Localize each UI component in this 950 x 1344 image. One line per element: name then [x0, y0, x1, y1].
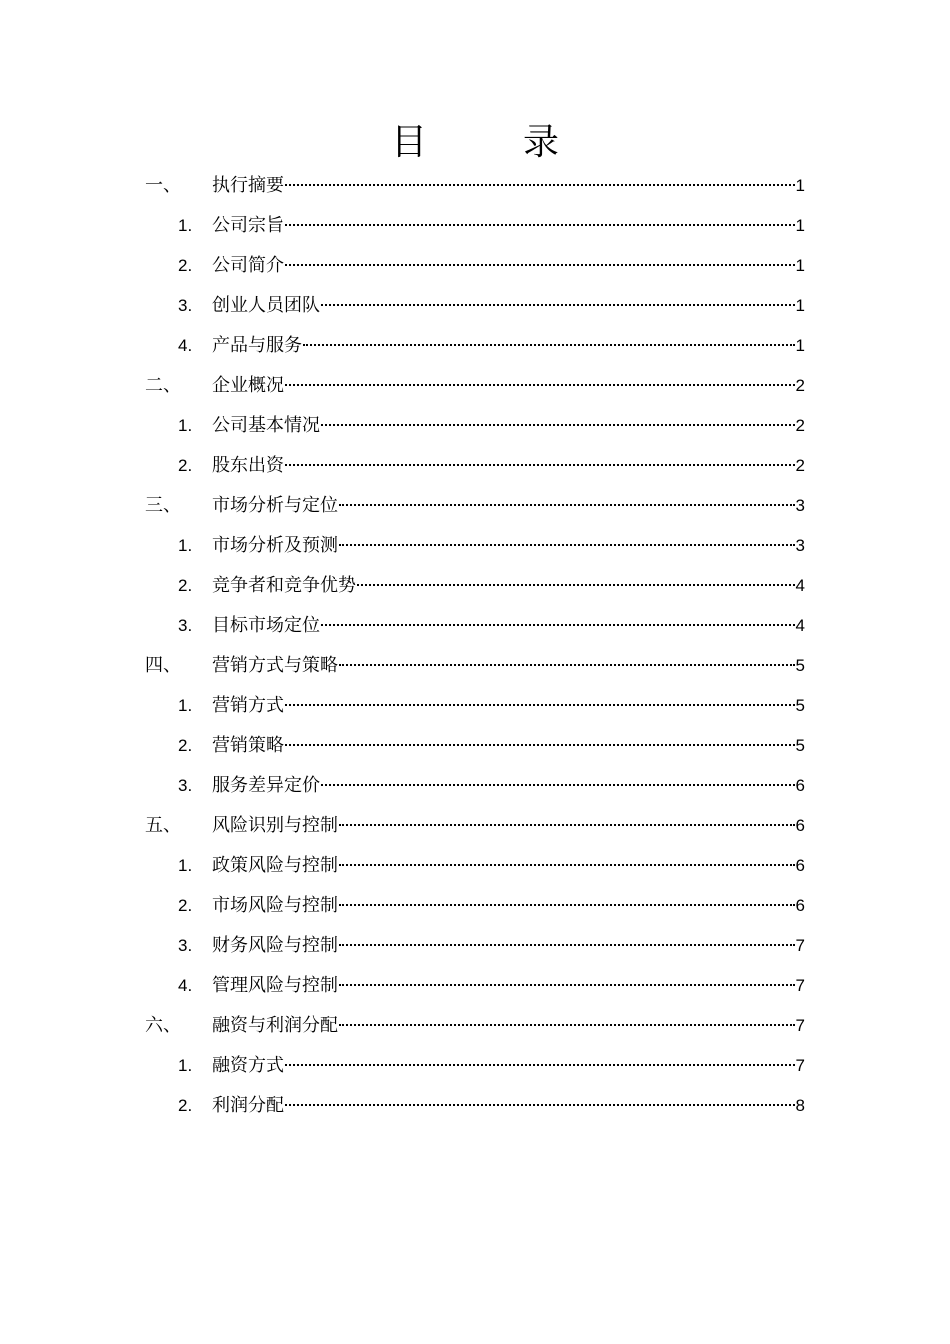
- toc-number: 2.: [178, 736, 193, 755]
- dot-leader: [285, 1104, 795, 1106]
- toc-label: 融资与利润分配: [212, 1015, 338, 1036]
- toc-page-number: 6: [795, 776, 805, 795]
- toc-label: 财务风险与控制: [212, 935, 338, 956]
- toc-number: 2.: [178, 256, 193, 275]
- toc-label: 目标市场定位: [212, 615, 320, 636]
- toc-entry[interactable]: [0, 172, 950, 200]
- dot-leader: [339, 904, 795, 906]
- dot-leader: [339, 944, 795, 946]
- toc-page-number: 2: [795, 416, 805, 435]
- toc-label: 产品与服务: [212, 335, 302, 356]
- toc-entry[interactable]: [0, 532, 950, 560]
- dot-leader: [339, 664, 795, 666]
- toc-page-number: 5: [795, 696, 805, 715]
- toc-number: 1.: [178, 416, 193, 435]
- dot-leader: [285, 224, 795, 226]
- toc-label: 营销方式: [212, 695, 284, 716]
- toc-number: 1.: [178, 536, 193, 555]
- toc-label: 服务差异定价: [212, 775, 320, 796]
- toc-entry[interactable]: [0, 812, 950, 840]
- toc-page-number: 2: [795, 456, 805, 475]
- toc-label: 股东出资: [212, 455, 284, 476]
- toc-page-number: 5: [795, 656, 805, 675]
- toc-number: 3.: [178, 616, 193, 635]
- dot-leader: [339, 1024, 795, 1026]
- toc-page-number: 2: [795, 376, 805, 395]
- dot-leader: [285, 384, 795, 386]
- toc-page-number: 6: [795, 896, 805, 915]
- toc-entry[interactable]: [0, 892, 950, 920]
- toc-page-number: 1: [795, 256, 805, 275]
- toc-entry[interactable]: [0, 732, 950, 760]
- toc-label: 市场分析与定位: [212, 495, 338, 516]
- dot-leader: [321, 304, 795, 306]
- dot-leader: [285, 704, 795, 706]
- dot-leader: [321, 624, 795, 626]
- toc-entry[interactable]: [0, 252, 950, 280]
- toc-page-number: 6: [795, 816, 805, 835]
- dot-leader: [285, 264, 795, 266]
- toc-page-number: 1: [795, 216, 805, 235]
- toc-number: 六、: [145, 1015, 181, 1036]
- toc-page-number: 3: [795, 496, 805, 515]
- toc-number: 3.: [178, 776, 193, 795]
- toc-number: 4.: [178, 336, 193, 355]
- toc-label: 竞争者和竞争优势: [212, 575, 356, 596]
- toc-label: 管理风险与控制: [212, 975, 338, 996]
- toc-label: 公司基本情况: [212, 415, 320, 436]
- toc-entry[interactable]: [0, 412, 950, 440]
- dot-leader: [285, 744, 795, 746]
- toc-label: 公司宗旨: [212, 215, 284, 236]
- dot-leader: [357, 584, 795, 586]
- toc-page-number: 1: [795, 176, 805, 195]
- toc-entry[interactable]: [0, 652, 950, 680]
- toc-entry[interactable]: [0, 852, 950, 880]
- dot-leader: [321, 424, 795, 426]
- dot-leader: [339, 984, 795, 986]
- toc-label: 市场分析及预测: [212, 535, 338, 556]
- page-title: 目 录: [390, 122, 589, 163]
- toc-entry[interactable]: [0, 772, 950, 800]
- toc-page-number: 7: [795, 936, 805, 955]
- toc-page-number: 6: [795, 856, 805, 875]
- dot-leader: [285, 1064, 795, 1066]
- toc-page-number: 4: [795, 576, 805, 595]
- toc-page-number: 7: [795, 1056, 805, 1075]
- toc-entry[interactable]: [0, 972, 950, 1000]
- toc-entry[interactable]: [0, 612, 950, 640]
- toc-page-number: 7: [795, 976, 805, 995]
- toc-number: 2.: [178, 896, 193, 915]
- toc-number: 2.: [178, 576, 193, 595]
- toc-number: 1.: [178, 696, 193, 715]
- toc-number: 1.: [178, 1056, 193, 1075]
- toc-number: 一、: [145, 175, 181, 196]
- toc-number: 3.: [178, 296, 193, 315]
- toc-label: 政策风险与控制: [212, 855, 338, 876]
- toc-number: 2.: [178, 456, 193, 475]
- toc-label: 融资方式: [212, 1055, 284, 1076]
- dot-leader: [303, 344, 795, 346]
- toc-page-number: 8: [795, 1096, 805, 1115]
- toc-entry[interactable]: [0, 292, 950, 320]
- toc-entry[interactable]: [0, 332, 950, 360]
- toc-entry[interactable]: [0, 452, 950, 480]
- toc-entry[interactable]: [0, 572, 950, 600]
- toc-label: 营销方式与策略: [212, 655, 338, 676]
- dot-leader: [339, 864, 795, 866]
- toc-page-number: 7: [795, 1016, 805, 1035]
- toc-entry[interactable]: [0, 1052, 950, 1080]
- dot-leader: [339, 824, 795, 826]
- dot-leader: [339, 504, 795, 506]
- toc-number: 五、: [145, 815, 181, 836]
- toc-number: 4.: [178, 976, 193, 995]
- toc-number: 1.: [178, 216, 193, 235]
- toc-page-number: 1: [795, 336, 805, 355]
- toc-label: 风险识别与控制: [212, 815, 338, 836]
- toc-label: 市场风险与控制: [212, 895, 338, 916]
- toc-number: 3.: [178, 936, 193, 955]
- dot-leader: [321, 784, 795, 786]
- toc-page-number: 4: [795, 616, 805, 635]
- toc-label: 创业人员团队: [212, 295, 320, 316]
- toc-label: 公司简介: [212, 255, 284, 276]
- toc-label: 营销策略: [212, 735, 284, 756]
- toc-label: 企业概况: [212, 375, 284, 396]
- toc-page-number: 1: [795, 296, 805, 315]
- toc-label: 执行摘要: [212, 175, 284, 196]
- toc-number: 2.: [178, 1096, 193, 1115]
- toc-page-number: 5: [795, 736, 805, 755]
- dot-leader: [285, 184, 795, 186]
- toc-number: 二、: [145, 375, 181, 396]
- dot-leader: [285, 464, 795, 466]
- toc-page-number: 3: [795, 536, 805, 555]
- toc-number: 四、: [145, 655, 181, 676]
- toc-number: 1.: [178, 856, 193, 875]
- dot-leader: [339, 544, 795, 546]
- toc-entry[interactable]: [0, 492, 950, 520]
- toc-label: 利润分配: [212, 1095, 284, 1116]
- toc-entry[interactable]: [0, 932, 950, 960]
- toc-entry[interactable]: [0, 692, 950, 720]
- toc-number: 三、: [145, 495, 181, 516]
- toc-entry[interactable]: [0, 212, 950, 240]
- toc-entry[interactable]: [0, 1092, 950, 1120]
- toc-entry[interactable]: [0, 1012, 950, 1040]
- toc-entry[interactable]: [0, 372, 950, 400]
